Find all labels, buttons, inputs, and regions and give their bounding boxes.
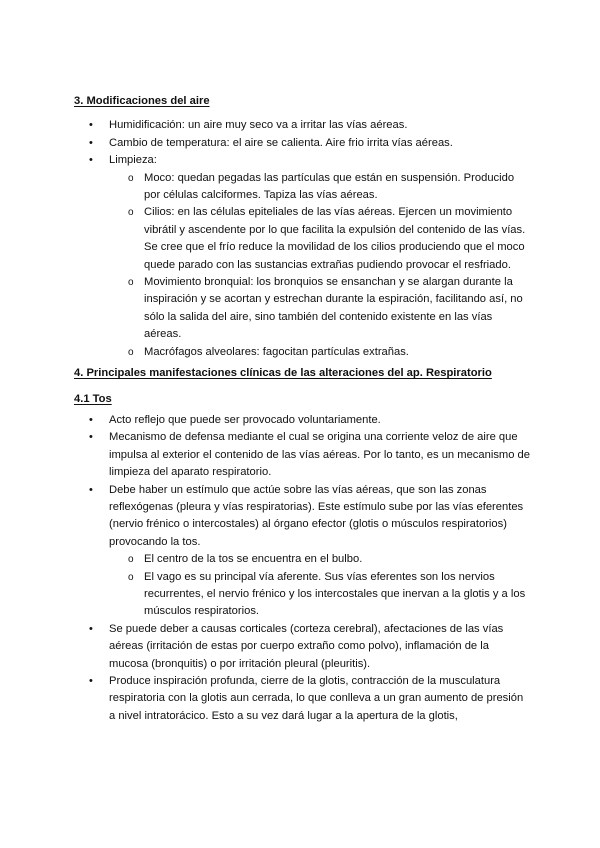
sublist-item: [109, 274, 530, 344]
sublist-item: [109, 170, 530, 205]
list-item: [74, 482, 530, 621]
limpieza-sublist: [109, 170, 530, 361]
list-item-text: Acto reflejo que puede ser provocado voluntariamente.: [109, 413, 381, 426]
list-item-text: Cambio de temperatura: el aire se calienta. Aire frio irrita vías aéreas.: [109, 136, 453, 149]
bullet: •: [89, 413, 93, 426]
list-item-text: Debe haber un estímulo que actúe sobre las vías aéreas, que son las zonas reflexógenas (pleura y vías respiratorias). Este estímulo sube por las vías eferentes (nervio frénico o intercostales) al órgano efector (glotis o músculos respiratorios) provocando la tos.: [109, 483, 524, 548]
list-item-text: Produce inspiración profunda, cierre de la glotis, contracción de la musculatura respiratoria con la glotis aun cerrada, lo que conlleva a un gran aumento de presión a nivel intratorácico. Esto a su vez dará lugar a la apertura de la glotis,: [109, 675, 524, 722]
tos-list: [74, 412, 530, 725]
sub-bullet: o: [128, 277, 134, 289]
list-item-text: Limpieza:: [109, 154, 157, 167]
tos-sublist: [109, 551, 530, 621]
bullet: •: [89, 154, 93, 167]
list-item: [74, 429, 530, 481]
sublist-item: [109, 569, 530, 621]
sublist-item-text: Moco: quedan pegadas las partículas que están en suspensión. Producido por células calciformes. Tapiza las vías aéreas.: [144, 171, 515, 202]
list-item: [74, 621, 530, 673]
sublist-item-text: Movimiento bronquial: los bronquios se ensanchan y se alargan durante la inspiración y se acortan y estrechan durante la espiración, facilitando así, no sólo la salida del aire, sino también del contenido existente en las vías aéreas.: [144, 276, 523, 341]
sublist-item-text: Cilios: en las células epiteliales de las vías aéreas. Ejercen un movimiento vibrátil y ascendente por lo que facilita la expulsión del contenido de las vías. Se cree que el frío reduce la movilidad de los cilios produciendo que el moco quede parado con las sustancias extrañas pudiendo provocar el resfriado.: [144, 206, 526, 271]
bullet: •: [89, 483, 93, 496]
sublist-item: [109, 551, 530, 568]
list-item: [74, 117, 530, 134]
sublist-item-text: El centro de la tos se encuentra en el bulbo.: [144, 553, 363, 566]
bullet: •: [89, 136, 93, 149]
section-heading-modificaciones: 3. Modificaciones del aire: [74, 95, 210, 107]
bullet: •: [89, 119, 93, 132]
list-item-text: Mecanismo de defensa mediante el cual se origina una corriente veloz de aire que impulsa al exterior el contenido de las vías aéreas. Por lo tanto, es un mecanismo de limpieza del aparato respiratorio.: [109, 431, 531, 479]
subsection-heading-tos: 4.1 Tos: [74, 392, 112, 405]
list-item-text: Humidificación: un aire muy seco va a irritar las vías aéreas.: [109, 119, 408, 132]
modificaciones-list: [74, 117, 530, 361]
list-item: [74, 152, 530, 361]
list-item-text: Se puede deber a causas corticales (corteza cerebral), afectaciones de las vías aéreas (irritación de estas por cuerpo extraño como polvo), inflamación de la mucosa (bronquitis) o por irritación pleural (pleuritis).: [109, 622, 504, 670]
sublist-item-text: El vago es su principal vía aferente. Sus vías eferentes son los nervios recurrentes, el nervio frénico y los intercostales que inervan a la glotis y a los músculos respiratorios.: [144, 570, 526, 618]
bullet: •: [89, 675, 93, 687]
sub-bullet: o: [128, 172, 134, 184]
list-item: [74, 135, 530, 152]
sub-bullet: o: [128, 207, 134, 219]
sublist-item: [109, 204, 530, 274]
bullet: •: [89, 622, 93, 635]
section-heading-manifestaciones: 4. Principales manifestaciones clínicas de las alteraciones del ap. Respiratorio: [74, 367, 492, 380]
sublist-item: [109, 344, 530, 361]
list-item: [74, 673, 530, 725]
bullet: •: [89, 431, 93, 444]
sub-bullet: o: [128, 346, 134, 358]
sublist-item-text: Macrófagos alveolares: fagocitan partículas extrañas.: [144, 345, 409, 358]
list-item: [74, 412, 530, 429]
sub-bullet: o: [128, 571, 134, 583]
sub-bullet: o: [128, 554, 134, 566]
